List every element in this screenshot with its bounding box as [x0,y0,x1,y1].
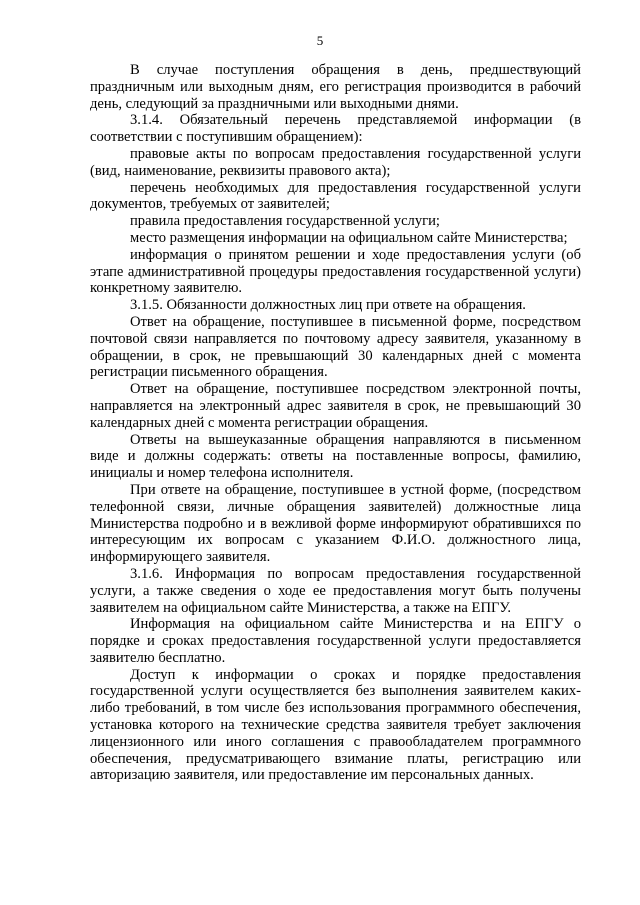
page-number: 5 [316,33,324,48]
list-item-required-documents: перечень необходимых для предоставления государственной услуги документов, требуемых от заявителей; [90,179,581,213]
paragraph-written-response-content: Ответы на вышеуказанные обращения направляются в письменном виде и должны содержать: ответы на поставленные вопросы, фамилию, инициалы и номер телефона исполнителя. [90,431,581,482]
paragraph-postal-response: Ответ на обращение, поступившее в письменной форме, посредством почтовой связи направляется по почтовому адресу заявителя, указанному в обращении, в срок, не превышающий 30 календарных дней с момента регистрации письменного обращения. [90,313,581,381]
paragraph-oral-response: При ответе на обращение, поступившее в устной форме, (посредством телефонной связи, личные обращения заявителей) должностные лица Министерства подробно и в вежливой форме информируют обратившихся по интересующим их вопросам с указанием Ф.И.О. должностного лица, информирующего заявителя. [90,481,581,566]
paragraph-access-conditions: Доступ к информации о сроках и порядке предоставления государственной услуги осуществляется без выполнения заявителем каких-либо требований, в том числе без использования программного обеспечения, установка которого на технические средства заявителя требует заключения лицензионного или иного соглашения с правообладателем программного обеспечения, предусматривающего взимание платы, регистрацию или авторизацию заявителя, или предоставление им персональных данных. [90,666,581,784]
document-body [90,62,581,784]
paragraph-free-information: Информация на официальном сайте Министерства и на ЕПГУ о порядке и сроках предоставления государственной услуги предоставляется заявителю бесплатно. [90,616,581,666]
list-item-website-location: место размещения информации на официальном сайте Министерства; [130,229,568,246]
list-item-decision-info: информация о принятом решении и ходе предоставления услуги (об этапе административной процедуры предоставления государственной услуги) конкретному заявителю. [90,246,581,297]
paragraph-3-1-5-heading: 3.1.5. Обязанности должностных лиц при ответе на обращения. [130,297,526,314]
paragraph-email-response: Ответ на обращение, поступившее посредством электронной почты, направляется на электронный адрес заявителя в срок, не превышающий 30 календарных дней с момента регистрации обращения. [90,381,581,431]
paragraph-holiday-registration: В случае поступления обращения в день, предшествующий праздничным или выходным дням, его регистрация производится в рабочий день, следующий за праздничными или выходными днями. [90,62,581,112]
list-item-legal-acts: правовые акты по вопросам предоставления государственной услуги (вид, наименование, реквизиты правового акта); [90,145,581,179]
paragraph-3-1-6-heading: 3.1.6. Информация по вопросам предоставления государственной услуги, а также сведения о ходе ее предоставления могут быть получены заявителем на официальном сайте Министерства, а также на ЕПГУ. [90,565,581,616]
list-item-service-rules: правила предоставления государственной услуги; [130,213,440,230]
paragraph-3-1-4-heading: 3.1.4. Обязательный перечень представляемой информации (в соответствии с поступившим обращением): [90,112,581,146]
